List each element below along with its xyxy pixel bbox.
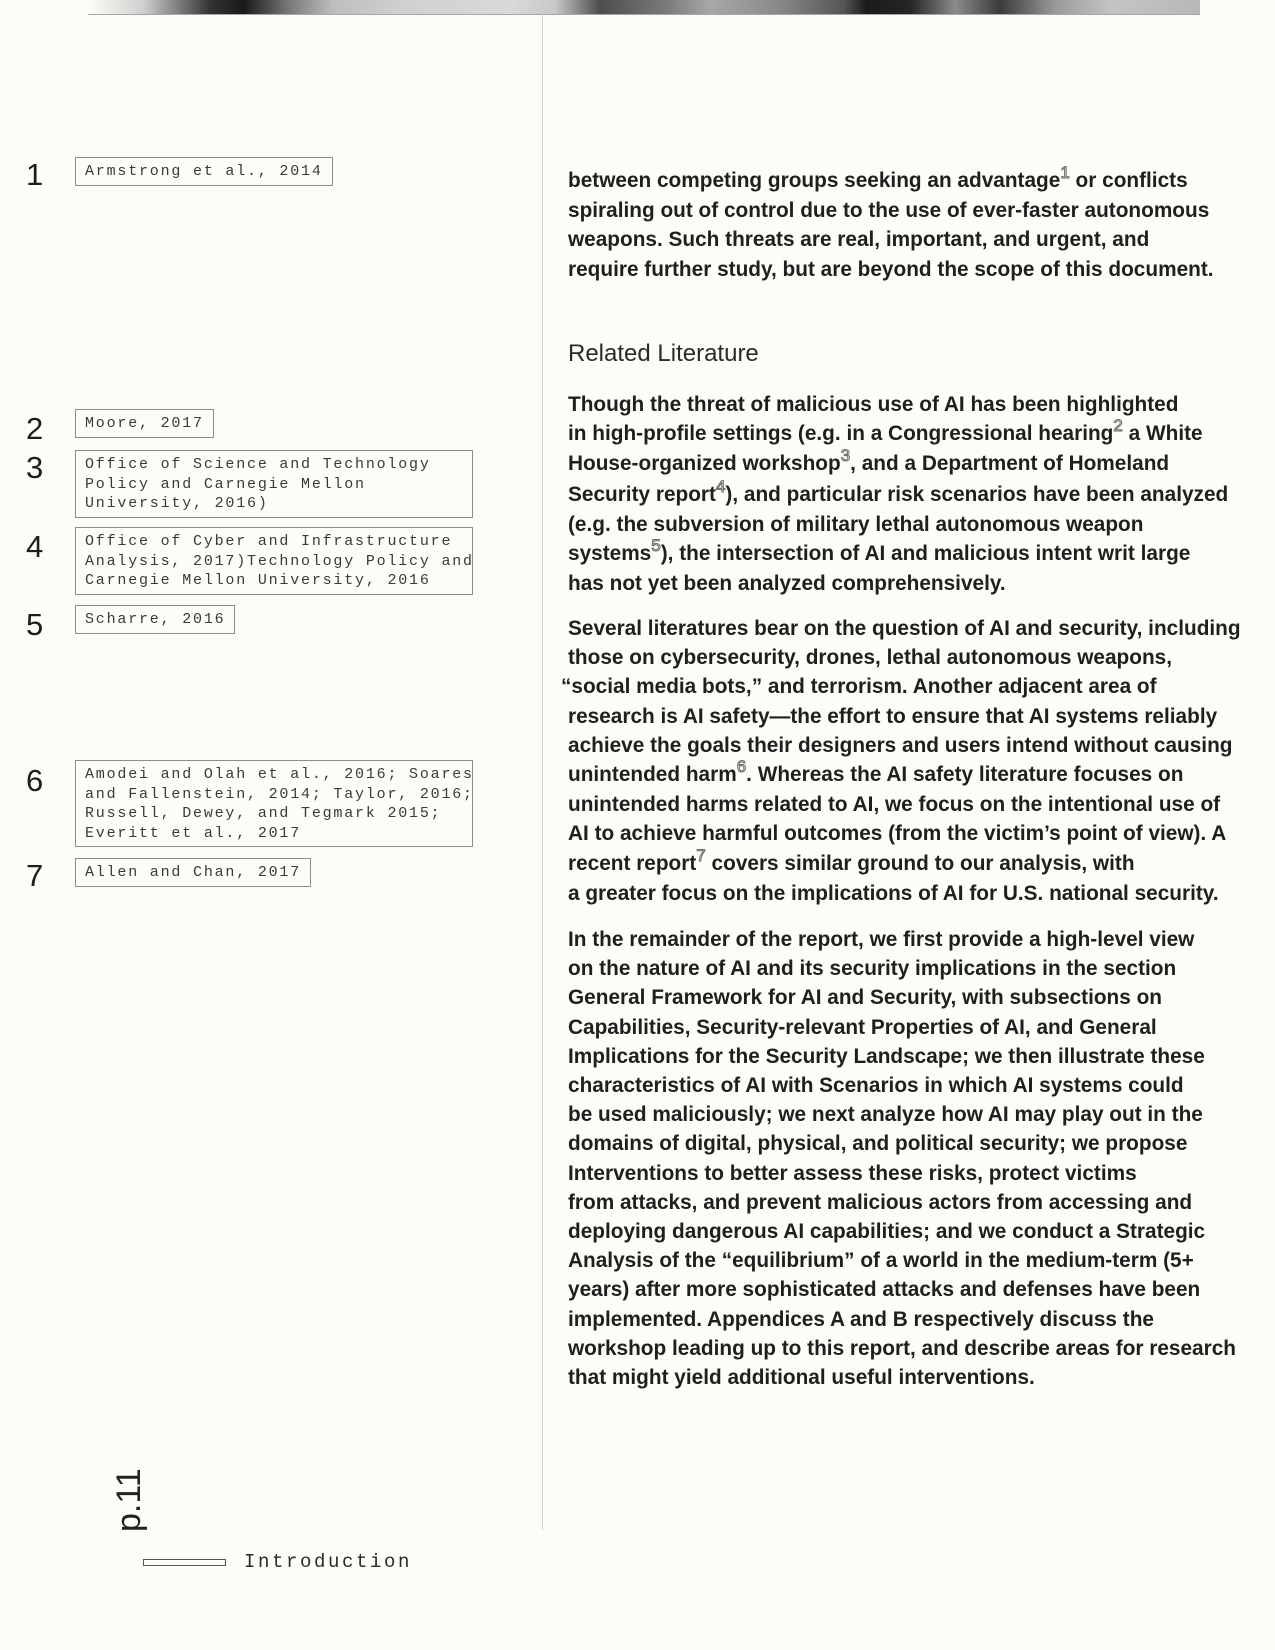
intro-paragraph: between competing groups seeking an advantage$^1$ or conflicts spiraling out of control due to the use of ever-faster autonomous weapons. Such threats are real, important, and urgent, and require further study, but are beyond the scope of this document.	[568, 163, 1214, 281]
footnote-number: 1	[26, 157, 44, 192]
section-marker-bar	[143, 1559, 226, 1566]
footnote-number: 6	[26, 763, 44, 798]
footnote-ref[interactable]: 7	[696, 845, 706, 865]
section-heading: Related Literature	[568, 340, 759, 367]
footnote-citation: Allen and Chan, 2017	[75, 858, 311, 887]
footnote-ref[interactable]: 5	[651, 536, 661, 556]
section-label: Introduction	[244, 1551, 413, 1573]
footnote-citation: Scharre, 2016	[75, 605, 235, 634]
footnote-number: 2	[26, 411, 44, 446]
footnote-citation: Moore, 2017	[75, 409, 214, 438]
footnote-ref[interactable]: 2	[1113, 416, 1123, 436]
paragraph-3: In the remainder of the report, we first provide a high-level view on the nature of AI and its security implications in the section General Framework for AI and Security, with subsections on Capabilities, Security-relevant Properties of AI, and General Implications for the Security Landscape; we then illustrate these characteristics of AI with Scenarios in which AI systems could be used maliciously; we next analyze how AI may play out in the domains of digital, physical, and political security; we propose Interventions to better assess these risks, protect victims from attacks, and prevent malicious actors from accessing and deploying dangerous AI capabilities; and we conduct a Strategic Analysis of the “equilibrium” of a world in the medium-term (5+ years) after more sophisticated attacks and defenses have been implemented. Appendices A and B respectively discuss the workshop leading up to this report, and describe areas for research that might yield additional useful interventions.	[568, 928, 1236, 1390]
footnote-number: 7	[26, 858, 44, 893]
page-number: p.11	[110, 1468, 148, 1532]
footnote-ref[interactable]: 4	[715, 476, 726, 496]
footnote-number: 3	[26, 450, 44, 485]
footnote-ref[interactable]: 3	[840, 446, 851, 466]
footnote-citation: Armstrong et al., 2014	[75, 157, 333, 186]
top-gradient-bar	[88, 0, 1200, 15]
footnote-citation: Office of Science and Technology Policy and Carnegie Mellon University, 2016)	[75, 450, 473, 518]
footnote-ref[interactable]: 6	[736, 757, 747, 777]
paragraph-2: Several literatures bear on the question of AI and security, including those on cybersecurity, drones, lethal autonomous weapons, “social media bots,” and terrorism. Another adjacent area of research is AI safety—the effort to ensure that AI systems reliably achieve the goals their designers and users intend without causing unintended harm$^6$. Whereas the AI safety literature focuses on unintended harms related to AI, we focus on the intentional use of AI to achieve harmful outcomes (from the victim’s point of view). A recent report$^7$ covers similar ground to our analysis, with a greater focus on the implications of AI for U.S. national security.	[561, 617, 1241, 905]
footnote-citation: Office of Cyber and Infrastructure Analysis, 2017)Technology Policy and Carnegie Mellon University, 2016	[75, 527, 473, 595]
footnote-ref[interactable]: 1	[1060, 163, 1070, 182]
footnote-number: 5	[26, 607, 44, 642]
footnote-number: 4	[26, 529, 44, 564]
paragraph-1: Though the threat of malicious use of AI has been highlighted in high-profile settings (e.g. in a Congressional hearing$^2$ a White House-organized workshop$^3$, and a Department of Homeland Security report$^4$), and particular risk scenarios have been analyzed (e.g. the subversion of military lethal autonomous weapon systems$^5$), the intersection of AI and malicious intent writ large has not yet been analyzed comprehensively.	[568, 393, 1229, 596]
column-divider	[542, 14, 543, 1530]
footnote-citation: Amodei and Olah et al., 2016; Soares and Fallenstein, 2014; Taylor, 2016; Russell, Dewey, and Tegmark 2015; Everitt et al., 2017	[75, 760, 473, 847]
